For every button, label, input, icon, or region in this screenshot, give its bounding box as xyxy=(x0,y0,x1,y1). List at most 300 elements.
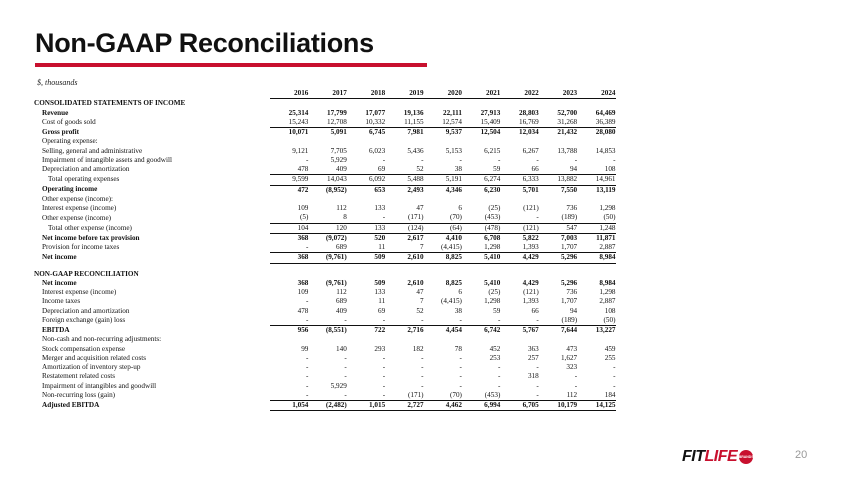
value-cell xyxy=(270,99,308,109)
row-label: Other expense (income) xyxy=(42,213,112,222)
value-cell: 547 xyxy=(539,223,577,233)
value-cell: 472 xyxy=(297,185,309,194)
table-row xyxy=(34,316,616,326)
value-cell: 509 xyxy=(347,253,385,263)
value-cell xyxy=(462,195,500,204)
value-cell: 7 xyxy=(419,297,424,306)
value-cell: 1,393 xyxy=(500,243,538,253)
year-header: 2016 xyxy=(270,89,308,99)
value-cell: 1,298 xyxy=(462,243,500,253)
row-label: Depreciation and amortization xyxy=(42,306,130,315)
row-label: Provision for income taxes xyxy=(42,243,120,252)
header-label-cell xyxy=(34,89,270,99)
table-row xyxy=(34,326,616,336)
value-cell xyxy=(270,137,308,146)
value-cell: - xyxy=(382,363,386,371)
table-row xyxy=(34,297,616,306)
value-cell: 52 xyxy=(385,165,423,175)
value-cell xyxy=(385,335,423,344)
value-cell xyxy=(577,195,615,204)
value-cell: - xyxy=(500,391,538,401)
table-row xyxy=(34,204,616,213)
value-cell: - xyxy=(613,155,616,164)
value-cell xyxy=(462,99,500,109)
value-cell: - xyxy=(574,155,578,164)
value-cell xyxy=(539,335,577,344)
value-cell: 14,853 xyxy=(595,146,616,155)
value-cell: (121) xyxy=(523,288,539,296)
table-row xyxy=(34,270,616,279)
logo-wordmark xyxy=(682,448,737,466)
value-cell: 9,599 xyxy=(270,175,308,185)
value-cell xyxy=(500,195,538,204)
row-label: Revenue xyxy=(42,108,69,117)
value-cell: 69 xyxy=(377,306,386,315)
value-cell: (64) xyxy=(424,223,462,233)
table-row xyxy=(34,243,616,253)
value-cell: 4,429 xyxy=(522,278,539,287)
year-header: 2022 xyxy=(500,89,538,99)
value-cell: 5,436 xyxy=(407,146,424,155)
value-cell: (453) xyxy=(462,391,500,401)
value-cell: - xyxy=(497,155,501,164)
value-cell: 8,825 xyxy=(445,278,462,287)
value-cell: 6,215 xyxy=(484,146,501,155)
value-cell: 509 xyxy=(374,278,386,287)
value-cell xyxy=(577,99,615,109)
value-cell: - xyxy=(574,372,578,381)
value-cell: 15,243 xyxy=(270,118,308,128)
value-cell: 409 xyxy=(308,165,346,175)
year-header: 2021 xyxy=(462,89,500,99)
value-cell: 1,707 xyxy=(539,243,577,253)
value-cell: 52 xyxy=(416,306,424,315)
value-cell: - xyxy=(347,391,385,401)
value-cell: (189) xyxy=(539,316,577,326)
row-label: Interest expense (income) xyxy=(42,288,117,296)
value-cell: (478) xyxy=(462,223,500,233)
value-cell: (124) xyxy=(385,223,423,233)
value-cell: 38 xyxy=(424,165,462,175)
row-label: Foreign exchange (gain) loss xyxy=(42,316,126,324)
value-cell: 109 xyxy=(297,204,309,212)
value-cell: 5,091 xyxy=(330,128,347,136)
row-label: CONSOLIDATED STATEMENTS OF INCOME xyxy=(34,99,186,107)
value-cell: 452 xyxy=(489,344,501,353)
year-header: 2019 xyxy=(385,89,423,99)
value-cell: - xyxy=(421,353,424,362)
value-cell: - xyxy=(421,372,424,381)
value-cell: - xyxy=(462,316,500,326)
value-cell: (121) xyxy=(523,204,539,212)
value-cell: - xyxy=(497,381,501,390)
value-cell: 38 xyxy=(454,306,462,315)
value-cell: 1,393 xyxy=(522,297,539,306)
value-cell: (171) xyxy=(385,213,423,223)
value-cell: 5,191 xyxy=(424,175,462,185)
value-cell xyxy=(347,195,385,204)
value-cell: 47 xyxy=(416,204,424,212)
value-cell: 5,822 xyxy=(522,233,539,242)
value-cell: 5,701 xyxy=(522,185,539,194)
value-cell: 7,550 xyxy=(560,185,578,194)
table-row xyxy=(34,195,616,204)
value-cell: (50) xyxy=(577,213,615,223)
value-cell: (9,761) xyxy=(325,278,347,287)
value-cell: 459 xyxy=(604,344,616,353)
row-label: Impairment of intangible assets and goodwill xyxy=(42,155,172,164)
value-cell: 47 xyxy=(416,288,424,296)
value-cell: (70) xyxy=(424,391,462,401)
value-cell: - xyxy=(385,316,423,326)
table-row xyxy=(34,175,616,185)
value-cell: (50) xyxy=(577,316,615,326)
value-cell: 13,119 xyxy=(596,185,616,194)
table-row xyxy=(34,372,616,381)
value-cell: 253 xyxy=(489,353,501,362)
value-cell: 7,644 xyxy=(560,326,578,334)
value-cell xyxy=(424,99,462,109)
value-cell: 2,727 xyxy=(385,401,423,411)
row-label: Total other expense (income) xyxy=(48,223,132,232)
value-cell: 6,333 xyxy=(500,175,538,185)
value-cell: 11,155 xyxy=(385,118,423,128)
value-cell: 323 xyxy=(566,363,578,371)
value-cell xyxy=(385,137,423,146)
row-label: Non-cash and non-recurring adjustments: xyxy=(42,335,162,344)
value-cell: 14,125 xyxy=(577,401,615,411)
units-note: $, thousands xyxy=(37,78,78,87)
value-cell: - xyxy=(305,372,309,381)
value-cell xyxy=(308,270,346,279)
table-row xyxy=(34,118,616,128)
value-cell: 1,298 xyxy=(599,204,616,212)
value-cell xyxy=(308,137,346,146)
value-cell: - xyxy=(421,381,424,390)
value-cell xyxy=(424,335,462,344)
value-cell: - xyxy=(305,381,309,390)
row-label: Other expense (income): xyxy=(42,194,114,203)
row-label: NON-GAAP RECONCILIATION xyxy=(34,269,139,278)
value-cell: - xyxy=(270,243,308,253)
table-row xyxy=(34,156,616,165)
value-cell xyxy=(500,99,538,109)
value-cell: 17,077 xyxy=(365,108,386,117)
value-cell: 28,080 xyxy=(595,128,616,136)
reconciliation-table xyxy=(34,89,616,411)
fitlife-logo xyxy=(682,448,753,466)
value-cell: 104 xyxy=(270,223,308,233)
value-cell xyxy=(539,99,577,109)
value-cell: 108 xyxy=(604,306,616,315)
value-cell: 689 xyxy=(336,297,347,306)
value-cell: 19,136 xyxy=(403,108,424,117)
value-cell: 16,769 xyxy=(500,118,538,128)
row-label: Interest expense (income) xyxy=(42,204,117,212)
row-label: Impairment of intangibles and goodwill xyxy=(42,381,157,390)
value-cell: 5,929 xyxy=(330,381,347,390)
value-cell: 69 xyxy=(347,165,385,175)
value-cell: 1,054 xyxy=(270,401,308,411)
row-label: Net income before tax provision xyxy=(42,233,140,242)
value-cell: 478 xyxy=(270,165,308,175)
value-cell: 5,767 xyxy=(522,326,539,334)
row-label: Amortization of inventory step-up xyxy=(42,363,141,371)
table-row xyxy=(34,335,616,344)
value-cell: 7,705 xyxy=(330,146,347,155)
value-cell: 21,432 xyxy=(557,128,578,136)
value-cell: 109 xyxy=(297,288,309,296)
value-cell: (5) xyxy=(270,213,308,223)
value-cell: 14,043 xyxy=(308,175,346,185)
value-cell: 66 xyxy=(500,165,538,175)
table-row xyxy=(34,223,616,233)
value-cell: 7 xyxy=(385,243,423,253)
row-label: Net income xyxy=(42,278,77,287)
table-row xyxy=(34,185,616,195)
value-cell xyxy=(424,137,462,146)
slide-title: Non-GAAP Reconciliations xyxy=(35,28,374,58)
value-cell: 59 xyxy=(462,165,500,175)
row-label: Operating income xyxy=(42,185,98,194)
value-cell: (9,072) xyxy=(325,233,347,242)
value-cell: 318 xyxy=(527,372,539,381)
value-cell: - xyxy=(424,316,462,326)
value-cell: - xyxy=(305,363,309,371)
value-cell: - xyxy=(382,381,386,390)
value-cell: 6,274 xyxy=(462,175,500,185)
value-cell: 8,984 xyxy=(577,253,615,263)
row-label: Restatement related costs xyxy=(42,372,116,381)
value-cell: 1,627 xyxy=(560,353,578,362)
value-cell: (171) xyxy=(385,391,423,401)
value-cell: - xyxy=(305,297,309,306)
value-cell: 28,803 xyxy=(518,108,539,117)
value-cell xyxy=(462,335,500,344)
value-cell xyxy=(539,137,577,146)
value-cell: 1,298 xyxy=(599,288,616,296)
value-cell: - xyxy=(500,316,538,326)
value-cell: 2,617 xyxy=(407,233,424,242)
value-cell: - xyxy=(421,155,424,164)
value-cell: 4,454 xyxy=(445,326,462,334)
table-row xyxy=(34,253,616,263)
value-cell: 363 xyxy=(527,344,539,353)
value-cell: - xyxy=(382,155,386,164)
value-cell: 11,871 xyxy=(596,233,616,242)
table-row xyxy=(34,99,616,109)
table-row xyxy=(34,382,616,391)
value-cell xyxy=(270,195,308,204)
value-cell: - xyxy=(344,353,347,362)
value-cell: 6,230 xyxy=(484,185,501,194)
value-cell: 22,111 xyxy=(442,108,462,117)
logo-fit: FIT xyxy=(682,448,705,465)
value-cell: 31,268 xyxy=(539,118,577,128)
row-label: Adjusted EBITDA xyxy=(42,401,100,409)
value-cell: (9,761) xyxy=(308,253,346,263)
value-cell: - xyxy=(536,363,539,371)
value-cell: 25,314 xyxy=(288,108,309,117)
value-cell: (4,415) xyxy=(440,297,462,306)
value-cell: 520 xyxy=(374,233,386,242)
value-cell: 2,716 xyxy=(407,326,424,334)
value-cell: - xyxy=(613,381,616,390)
value-cell: 133 xyxy=(374,204,386,212)
value-cell: 12,504 xyxy=(480,128,501,136)
value-cell: - xyxy=(459,155,462,164)
value-cell xyxy=(424,195,462,204)
value-cell: 10,332 xyxy=(347,118,385,128)
value-cell: 14,961 xyxy=(577,175,615,185)
value-cell: 6,742 xyxy=(484,326,501,334)
row-label: Net income xyxy=(42,253,77,262)
value-cell: - xyxy=(421,363,424,371)
value-cell: 7,981 xyxy=(407,128,424,136)
value-cell: 6,267 xyxy=(522,146,539,155)
value-cell: (8,952) xyxy=(325,185,347,194)
value-cell: (4,415) xyxy=(424,243,462,253)
value-cell: 653 xyxy=(374,185,386,194)
value-cell: 368 xyxy=(270,253,308,263)
value-cell: 6,023 xyxy=(369,146,386,155)
value-cell: 36,389 xyxy=(577,118,615,128)
table-row xyxy=(34,401,616,411)
value-cell: 689 xyxy=(308,243,346,253)
value-cell: 12,708 xyxy=(308,118,346,128)
value-cell: - xyxy=(459,363,462,371)
value-cell: 4,462 xyxy=(424,401,462,411)
value-cell: 736 xyxy=(566,204,578,212)
value-cell: (25) xyxy=(488,288,501,296)
table-row xyxy=(34,147,616,156)
row-label: Depreciation and amortization xyxy=(42,165,130,174)
value-cell: 473 xyxy=(566,344,578,353)
value-cell: 112 xyxy=(336,204,347,212)
year-header: 2017 xyxy=(308,89,346,99)
value-cell: - xyxy=(305,155,309,164)
value-cell xyxy=(539,270,577,279)
value-cell: 13,227 xyxy=(595,326,616,334)
value-cell xyxy=(347,270,385,279)
value-cell: 293 xyxy=(374,344,386,353)
value-cell: 10,179 xyxy=(539,401,577,411)
value-cell: 4,346 xyxy=(445,185,462,194)
value-cell: 368 xyxy=(297,233,309,242)
value-cell: (453) xyxy=(462,213,500,223)
value-cell: - xyxy=(382,372,386,381)
value-cell xyxy=(577,270,615,279)
value-cell: - xyxy=(270,316,308,326)
row-label: Non-recurring loss (gain) xyxy=(42,391,116,399)
value-cell: 4,410 xyxy=(445,233,462,242)
value-cell: 120 xyxy=(308,223,346,233)
value-cell: 478 xyxy=(297,306,309,315)
value-cell: - xyxy=(305,353,309,362)
value-cell: 1,707 xyxy=(560,297,578,306)
value-cell xyxy=(270,270,308,279)
value-cell: 1,248 xyxy=(577,223,615,233)
table-row xyxy=(34,109,616,118)
value-cell: - xyxy=(613,363,616,371)
table-row xyxy=(34,165,616,175)
value-cell: - xyxy=(270,391,308,401)
value-cell: 17,799 xyxy=(327,108,347,117)
year-header: 2018 xyxy=(347,89,385,99)
value-cell xyxy=(347,335,385,344)
value-cell: 94 xyxy=(569,306,578,315)
value-cell: - xyxy=(459,372,462,381)
value-cell: 7,003 xyxy=(560,233,578,242)
value-cell: 5,410 xyxy=(484,278,501,287)
value-cell xyxy=(462,270,500,279)
value-cell: 9,537 xyxy=(445,128,462,136)
value-cell xyxy=(270,335,308,344)
value-cell: 1,015 xyxy=(347,401,385,411)
value-cell: 94 xyxy=(539,165,577,175)
logo-life: LIFE xyxy=(704,448,738,465)
value-cell: 257 xyxy=(527,353,539,362)
value-cell: - xyxy=(574,381,578,390)
value-cell: 13,882 xyxy=(539,175,577,185)
value-cell xyxy=(308,99,346,109)
value-cell: 5,296 xyxy=(539,253,577,263)
value-cell: - xyxy=(308,391,346,401)
value-cell: 2,887 xyxy=(599,297,616,306)
value-cell: 2,610 xyxy=(385,253,423,263)
value-cell: 12,034 xyxy=(518,128,539,136)
value-cell: 11 xyxy=(378,297,386,306)
row-label: Merger and acquisition related costs xyxy=(42,353,147,362)
table-row xyxy=(34,213,616,223)
value-cell: (25) xyxy=(488,204,501,212)
value-cell: 255 xyxy=(604,353,616,362)
value-cell: - xyxy=(536,381,539,390)
title-underline xyxy=(35,63,427,67)
table-row xyxy=(34,128,616,138)
value-cell: 133 xyxy=(374,288,386,296)
table-row xyxy=(34,279,616,288)
page-number: 20 xyxy=(795,449,808,461)
value-cell: 8,984 xyxy=(599,278,616,287)
value-cell: 5,296 xyxy=(560,278,578,287)
value-cell: 133 xyxy=(347,223,385,233)
value-cell: - xyxy=(344,372,347,381)
value-cell: 1,298 xyxy=(484,297,501,306)
value-cell xyxy=(385,195,423,204)
value-cell: 108 xyxy=(577,165,615,175)
value-cell: (8,551) xyxy=(325,326,347,334)
value-cell: 6 xyxy=(458,288,462,296)
value-cell: (70) xyxy=(424,213,462,223)
value-cell: 5,410 xyxy=(462,253,500,263)
value-cell: 736 xyxy=(566,288,578,296)
row-label: Income taxes xyxy=(42,297,81,306)
value-cell: 5,488 xyxy=(385,175,423,185)
value-cell: 112 xyxy=(336,288,347,296)
year-header: 2024 xyxy=(577,89,615,99)
table-row xyxy=(34,391,616,401)
value-cell: 15,409 xyxy=(462,118,500,128)
value-cell: 2,887 xyxy=(577,243,615,253)
value-cell: - xyxy=(347,213,385,223)
value-cell: (189) xyxy=(539,213,577,223)
value-cell: 184 xyxy=(577,391,615,401)
row-label: Total operating expenses xyxy=(48,175,120,184)
value-cell: 722 xyxy=(374,326,386,334)
value-cell xyxy=(500,335,538,344)
value-cell xyxy=(385,270,423,279)
